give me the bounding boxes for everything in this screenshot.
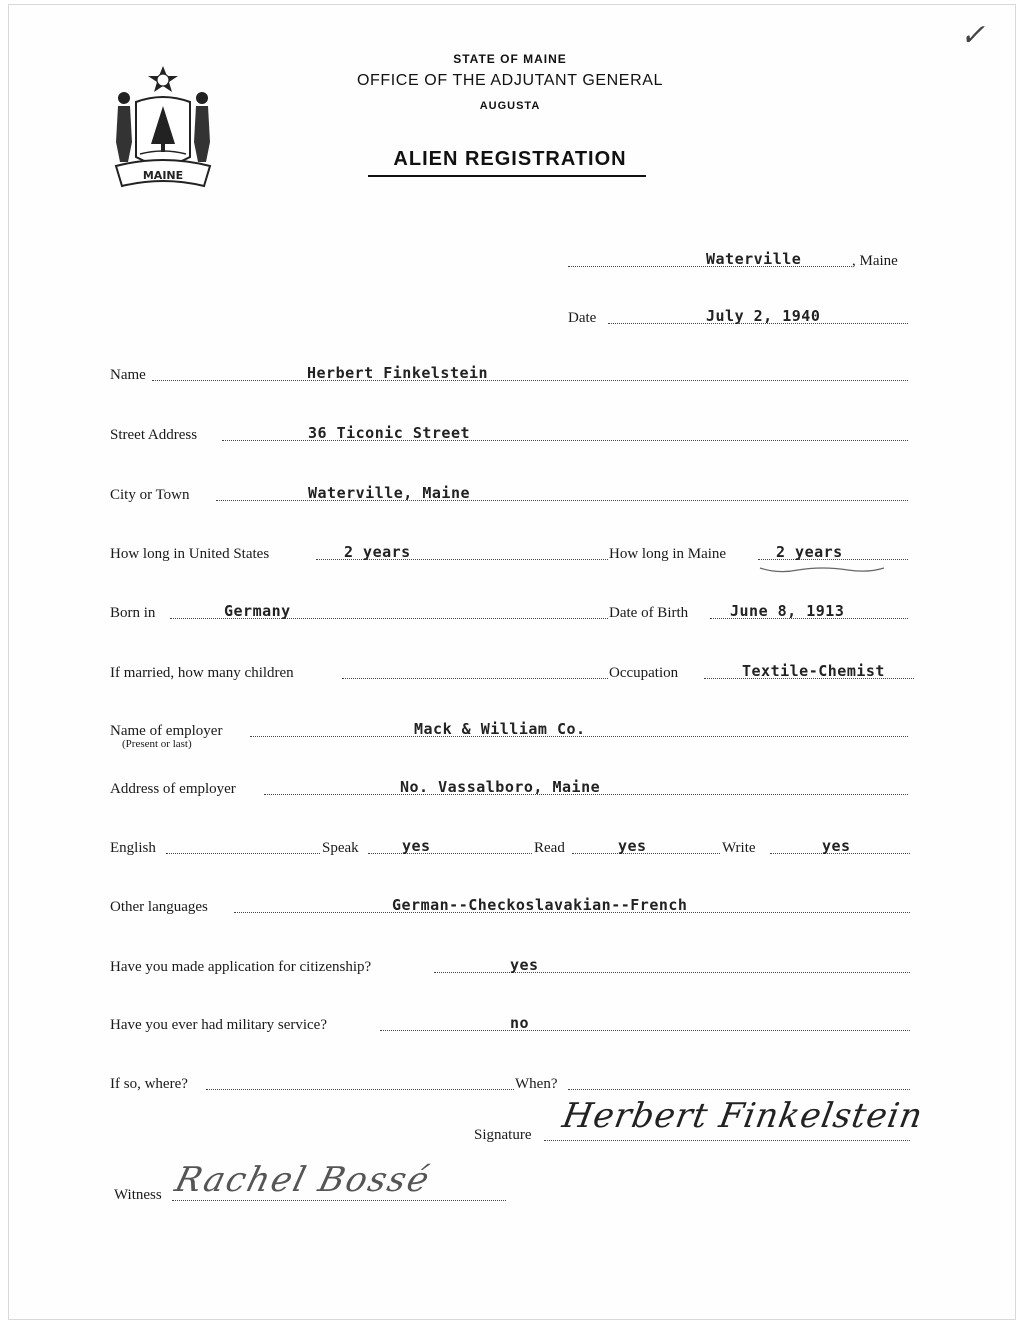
employer-address-label: Address of employer — [110, 781, 236, 797]
how-long-maine-value[interactable]: 2 years — [776, 543, 843, 561]
military-label: Have you ever had military service? — [110, 1017, 327, 1033]
form-title: ALIEN REGISTRATION — [393, 148, 627, 170]
applicant-signature[interactable]: Herbert Finkelstein — [559, 1096, 927, 1136]
street-value[interactable]: 36 Ticonic Street — [308, 424, 471, 442]
state-heading: STATE OF MAINE — [453, 52, 567, 66]
employer-address-row — [0, 776, 1024, 800]
place-value[interactable]: Waterville — [706, 250, 802, 268]
signature-label: Signature — [474, 1127, 532, 1143]
occupation-label: Occupation — [609, 665, 679, 681]
other-languages-label: Other languages — [110, 899, 208, 915]
pen-squiggle-icon — [758, 560, 886, 576]
city-value[interactable]: Waterville, Maine — [308, 484, 471, 502]
date-label: Date — [568, 310, 597, 326]
read-value[interactable]: yes — [618, 837, 647, 855]
write-value[interactable]: yes — [822, 837, 851, 855]
employer-sub-label: (Present or last) — [122, 738, 192, 750]
other-languages-row — [0, 894, 1024, 918]
witness-label: Witness — [114, 1187, 162, 1203]
how-long-us-label: How long in United States — [110, 546, 270, 562]
english-label: English — [110, 840, 156, 856]
speak-value[interactable]: yes — [402, 837, 431, 855]
where-label: If so, where? — [110, 1076, 188, 1092]
name-line — [152, 380, 908, 381]
when-line — [568, 1089, 910, 1090]
street-label: Street Address — [110, 427, 198, 443]
when-label: When? — [515, 1076, 558, 1092]
speak-label: Speak — [322, 840, 359, 856]
how-long-maine-label: How long in Maine — [609, 546, 727, 562]
city-row — [0, 482, 1024, 506]
read-label: Read — [534, 840, 565, 856]
born-in-label: Born in — [110, 605, 156, 621]
date-row — [0, 305, 1024, 329]
born-row — [0, 600, 1024, 624]
city-label: City or Town — [110, 487, 190, 503]
english-row — [0, 835, 1024, 859]
speak-line — [368, 853, 532, 854]
children-label: If married, how many children — [110, 665, 294, 681]
maine-state-seal-icon — [108, 62, 218, 192]
witness-row — [0, 1182, 1024, 1206]
citizenship-label: Have you made application for citizenship? — [110, 959, 372, 975]
military-value[interactable]: no — [510, 1014, 530, 1032]
place-row — [0, 248, 1024, 272]
witness-line — [172, 1200, 506, 1201]
citizenship-line — [434, 972, 910, 973]
where-line — [206, 1089, 514, 1090]
office-heading: OFFICE OF THE ADJUTANT GENERAL — [356, 72, 664, 89]
occupation-value[interactable]: Textile-Chemist — [742, 662, 885, 680]
how-long-us-value[interactable]: 2 years — [344, 543, 411, 561]
date-value[interactable]: July 2, 1940 — [706, 307, 821, 325]
where-when-row — [0, 1071, 1024, 1095]
citizenship-value[interactable]: yes — [510, 956, 539, 974]
place-suffix-label: , Maine — [852, 253, 898, 269]
name-row — [0, 362, 1024, 386]
military-line — [380, 1030, 910, 1031]
other-languages-value[interactable]: German--Checkoslavakian--French — [392, 896, 688, 914]
children-line — [342, 678, 608, 679]
dob-label: Date of Birth — [609, 605, 689, 621]
born-in-value[interactable]: Germany — [224, 602, 291, 620]
seal-banner-text: MAINE — [142, 169, 184, 182]
street-row — [0, 422, 1024, 446]
title-underline — [368, 175, 646, 177]
write-label: Write — [722, 840, 756, 856]
employer-value[interactable]: Mack & William Co. — [414, 720, 586, 738]
city-heading: AUGUSTA — [479, 100, 541, 112]
military-row — [0, 1012, 1024, 1036]
signature-line — [544, 1140, 910, 1141]
witness-signature[interactable]: Rachel Bossé — [171, 1160, 435, 1200]
children-row — [0, 660, 1024, 684]
check-mark-icon: ✓ — [960, 18, 986, 53]
name-label: Name — [110, 367, 146, 383]
employer-address-value[interactable]: No. Vassalboro, Maine — [400, 778, 601, 796]
english-line — [166, 853, 320, 854]
employer-label: Name of employer — [110, 723, 223, 739]
citizenship-row — [0, 954, 1024, 978]
dob-value[interactable]: June 8, 1913 — [730, 602, 845, 620]
name-value[interactable]: Herbert Finkelstein — [307, 364, 489, 382]
